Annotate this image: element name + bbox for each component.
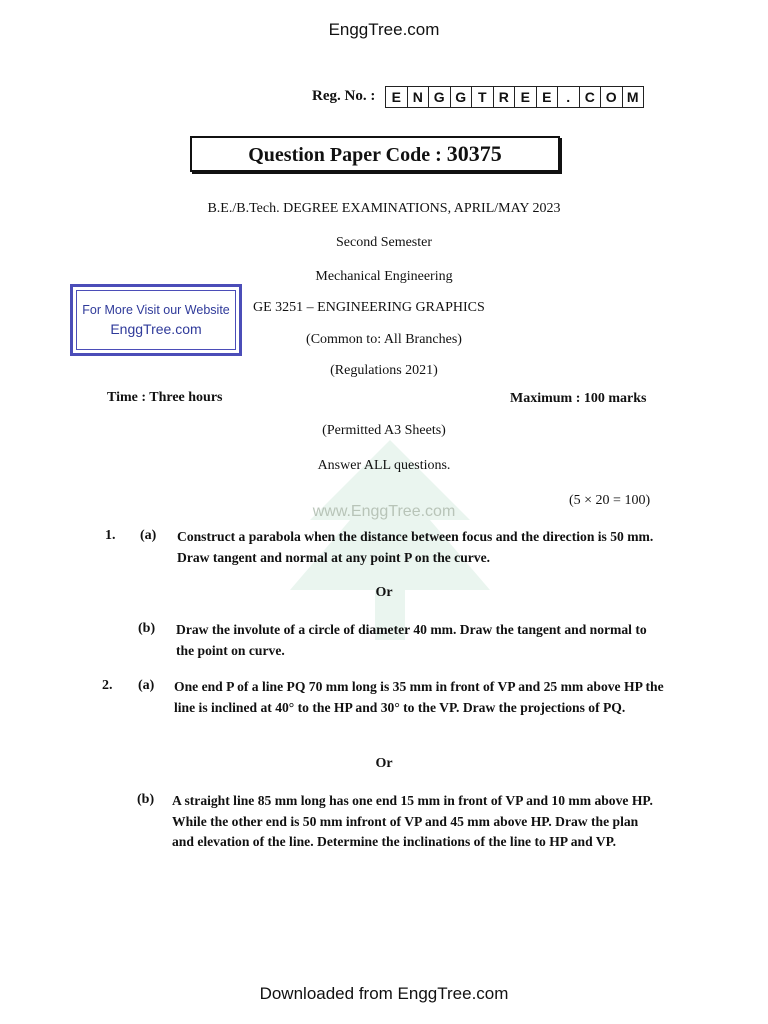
part-label: (a) [138,678,155,693]
subject-title: GE 3251 – ENGINEERING GRAPHICS [253,300,485,315]
mark-scheme: (5 × 20 = 100) [569,493,651,508]
regulations: (Regulations 2021) [330,363,438,378]
part-label: (b) [137,792,155,807]
part-label: (a) [140,528,157,543]
exam-title: B.E./B.Tech. DEGREE EXAMINATIONS, APRIL/MAY 2023 [207,201,561,216]
reg-box: G [428,87,450,107]
reg-box: E [536,87,558,107]
time-allowed: Time : Three hours [107,390,223,405]
reg-box: R [493,87,515,107]
reg-no-boxes [385,86,644,108]
question-text: Construct a parabola when the distance between focus and the direction is 50 mm. Draw tangent and normal at any point P on the curve. [177,529,654,565]
department: Mechanical Engineering [315,269,453,284]
reg-box: O [600,87,622,107]
question-number: 1. [105,528,116,543]
or-separator: Or [375,585,393,600]
permitted-sheets: (Permitted A3 Sheets) [322,423,446,438]
watermark-text: www.EnggTree.com [312,503,456,520]
reg-box: E [514,87,536,107]
promo-link[interactable]: EnggTree.com [110,321,202,337]
question-text: One end P of a line PQ 70 mm long is 35 mm in front of VP and 25 mm above HP the line is inclined at 40° to the HP and 30° to the VP. Draw the projections of PQ. [174,679,664,715]
semester: Second Semester [335,235,433,250]
reg-box: . [557,87,579,107]
site-footer[interactable]: Downloaded from EnggTree.com [259,984,509,1003]
question-number: 2. [102,678,113,693]
code-number: 30375 [446,141,502,166]
question-paper-code [190,136,560,172]
reg-no-label: Reg. No. : [312,88,376,104]
reg-box: G [450,87,472,107]
question-text: Draw the involute of a circle of diameter 40 mm. Draw the tangent and normal to the point on curve. [176,622,647,658]
code-label: Question Paper Code : [248,144,442,166]
reg-box: M [622,87,644,107]
or-separator: Or [375,756,393,771]
maximum-marks: Maximum : 100 marks [510,391,647,406]
part-label: (b) [138,621,156,636]
reg-box: T [471,87,493,107]
instruction: Answer ALL questions. [317,458,451,473]
reg-box: C [579,87,601,107]
common-branches: (Common to: All Branches) [306,332,462,347]
promo-line1: For More Visit our Website [82,303,230,317]
reg-box: E [391,89,401,105]
site-header[interactable]: EnggTree.com [328,20,440,39]
question-text: A straight line 85 mm long has one end 15 mm in front of VP and 10 mm above HP. While the other end is 50 mm infront of VP and 45 mm above HP. Draw the plan and elevation of the line. Determine the inclinations of the line to HP and VP. [172,793,653,849]
reg-box: N [407,87,429,107]
